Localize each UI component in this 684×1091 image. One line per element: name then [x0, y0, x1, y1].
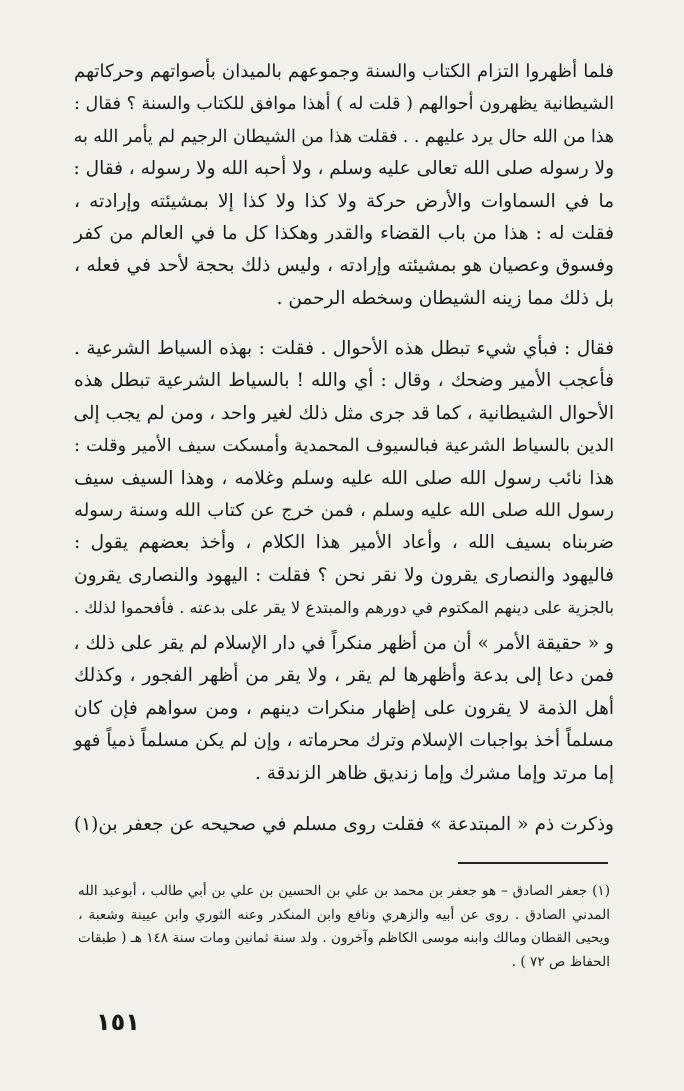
text-line: فقلت له : هذا من باب القضاء والقدر وهكذا كل ما في العالم من كفر: [74, 222, 614, 244]
text-line: الشيطانية يظهرون أحوالهم ( قلت له ) أهذا موافق للكتاب والسنة ؟ فقال :: [74, 94, 614, 115]
text-line: الأحوال الشيطانية ، كما قد جرى مثل ذلك لغير واحد ، ومن لم يجب إلى: [73, 402, 614, 424]
text-line: فلما أظهروا التزام الكتاب والسنة وجموعهم بالميدان بأصواتهم وحركاتهم: [74, 61, 614, 82]
footnote-line: (١) جعفر الصادق – هو جعفر بن محمد بن علي بن الحسين بن علي بن أبي طالب ، أبوعبد الله: [78, 883, 610, 899]
page-number: ١٥١: [96, 1008, 140, 1036]
paragraph-1: [74, 56, 614, 315]
text-line: بالجزية على دينهم المكتوم في دورهم والمبتدع لا يقر على بدعته . فأفحموا لذلك .: [74, 598, 614, 618]
footnote-line: المدني الصادق . روى عن أبيه والزهري ونافع وابن المنكدر وعنه الثوري وابن عيينة وشعبة ،: [78, 906, 610, 923]
footnote: [78, 880, 610, 974]
paragraph-2: [74, 333, 614, 625]
paragraph-4: [74, 809, 614, 841]
text-line: وفسوق وعصيان هو بمشيئته وإرادته ، وليس ذلك بحجة لأحد في فعله ،: [74, 255, 614, 277]
text-line: إما مرتد وإما مشرك وإما زنديق ظاهر الزندقة .: [255, 762, 614, 784]
paragraph-3: [74, 628, 614, 790]
text-line: رسول الله صلى الله عليه وسلم ، فمن خرج عن كتاب الله وسنة رسوله: [74, 499, 614, 521]
text-line: ولا رسوله صلى الله تعالى عليه وسلم ، ولا أحبه الله ولا رسوله ، فقال :: [73, 158, 614, 180]
text-line: فقال : فبأي شيء تبطل هذه الأحوال . فقلت : بهذه السياط الشرعية .: [74, 338, 614, 359]
text-line: بل ذلك مما زينه الشيطان وسخطه الرحمن .: [276, 287, 614, 309]
text-line: هذا من الله حال يرد عليهم . . فقلت هذا من الشيطان الرجيم لم يأمر الله به: [73, 126, 614, 147]
text-line: الدين بالسياط الشرعية فبالسيوف المحمدية وأمسكت سيف الأمير وقلت :: [74, 436, 614, 457]
text-line: ما في السماوات والأرض حركة ولا كذا ولا كذا إلا بمشيئته وإرادته ،: [74, 190, 614, 212]
footnote-divider: [458, 862, 608, 864]
text-line: فمن دعا إلى بدعة وأظهرها لم يقر ، ولا يقر من أظهر الفجور ، وكذلك: [74, 665, 614, 687]
text-line: و « حقيقة الأمر » أن من أظهر منكراً في دار الإسلام لم يقر على ذلك ،: [73, 633, 614, 654]
text-line: فأعجب الأمير وضحك ، وقال : أي والله ! بالسياط الشرعية تبطل هذه: [74, 370, 614, 392]
text-line: وذكرت ذم « المبتدعة » فقلت روى مسلم في صحيحه عن جعفر بن(١): [74, 814, 614, 835]
footnote-line: ويحيى القطان ومالك وابنه موسى الكاظم وآخرون . ولد سنة ثمانين ومات سنة ١٤٨ هـ ( طبقات: [78, 930, 610, 946]
text-line: ضربناه بسيف الله ، وأعاد الأمير هذا الكلام ، وأخذ بعضهم يقول :: [74, 532, 614, 554]
text-line: أهل الذمة لا يقرون على إظهار منكرات دينهم ، ومن سواهم فإن كان: [74, 697, 614, 719]
footnote-line: الحفاظ ص ٧٢ ) .: [511, 953, 610, 970]
text-line: هذا نائب رسول الله صلى الله عليه وسلم وغلامه ، وهذا السيف سيف: [74, 467, 614, 489]
text-line: فاليهود والنصارى يقرون ولا نقر نحن ؟ فقلت : اليهود والنصارى يقرون: [74, 564, 614, 586]
text-line: مسلماً أخذ بواجبات الإسلام وترك محرماته ، وإن لم يكن مسلماً ذمياً فهو: [74, 730, 614, 752]
